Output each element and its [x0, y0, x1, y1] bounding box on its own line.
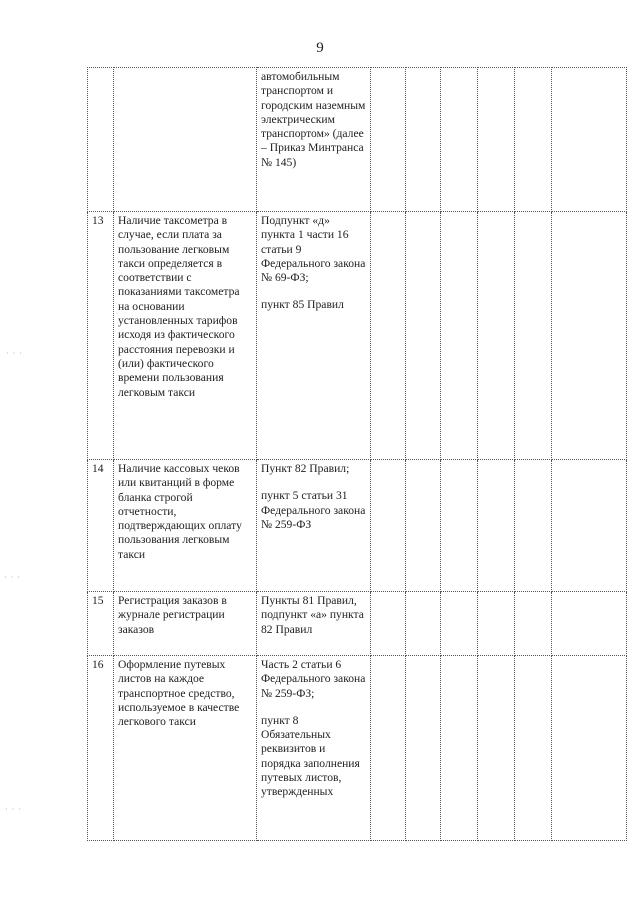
empty-cell — [478, 68, 515, 212]
table-row — [88, 592, 627, 656]
requirement-cell: Наличие таксометра в случае, если плата за пользование легковым такси определяется в соответствии с показаниями таксометра на основании установленных тарифов исходя из фактического расстояния перевозки и (или) фактического времени пользования легковым такси — [114, 212, 257, 460]
empty-cell — [515, 656, 552, 841]
empty-cell — [371, 212, 406, 460]
requirement-cell: Регистрация заказов в журнале регистрации заказов — [114, 592, 257, 656]
legal-basis-text: пункт 85 Правил — [261, 298, 344, 312]
empty-cell — [515, 212, 552, 460]
legal-basis-cell — [257, 212, 371, 460]
row-number-cell — [88, 68, 114, 212]
empty-cell — [515, 68, 552, 212]
legal-basis-text: Подпункт «д» пункта 1 части 16 статьи 9 Федерального закона № 69-ФЗ; — [261, 214, 366, 285]
empty-cell — [552, 656, 627, 841]
empty-cell — [371, 592, 406, 656]
row-number-cell: 15 — [88, 592, 114, 656]
empty-cell — [478, 656, 515, 841]
requirements-table — [87, 67, 627, 841]
empty-cell — [441, 656, 478, 841]
legal-basis-cell — [257, 68, 371, 212]
empty-cell — [406, 460, 441, 592]
requirement-cell — [114, 68, 257, 212]
legal-basis-text: Пункты 81 Правил, подпункт «а» пункта 82 Правил — [261, 594, 364, 636]
row-number-cell: 16 — [88, 656, 114, 841]
empty-cell — [441, 68, 478, 212]
empty-cell — [552, 68, 627, 212]
row-number-cell: 13 — [88, 212, 114, 460]
page-number: 9 — [316, 40, 324, 56]
table-row — [88, 460, 627, 592]
empty-cell — [371, 460, 406, 592]
requirement-cell: Оформление путевых листов на каждое транспортное средство, используемое в качестве легкового такси — [114, 656, 257, 841]
scan-speck: · · · — [4, 573, 21, 582]
legal-basis-text: пункт 5 статьи 31 Федерального закона № 259-ФЗ — [261, 489, 366, 531]
legal-basis-cell — [257, 592, 371, 656]
empty-cell — [478, 212, 515, 460]
empty-cell — [441, 212, 478, 460]
legal-basis-text: Пункт 82 Правил; — [261, 462, 350, 475]
empty-cell — [478, 460, 515, 592]
empty-cell — [406, 212, 441, 460]
requirement-cell: Наличие кассовых чеков или квитанций в форме бланка строгой отчетности, подтверждающих оплату пользования легковым такси — [114, 460, 257, 592]
empty-cell — [441, 460, 478, 592]
empty-cell — [406, 656, 441, 841]
empty-cell — [441, 592, 478, 656]
legal-basis-cell — [257, 460, 371, 592]
empty-cell — [406, 592, 441, 656]
empty-cell — [406, 68, 441, 212]
empty-cell — [371, 68, 406, 212]
empty-cell — [515, 460, 552, 592]
legal-basis-text: пункт 8 Обязательных реквизитов и порядка заполнения путевых листов, утвержденных — [261, 713, 360, 799]
legal-basis-text: Часть 2 статьи 6 Федерального закона № 259-ФЗ; — [261, 658, 366, 700]
table-row — [88, 656, 627, 841]
empty-cell — [515, 592, 552, 656]
scan-speck: · · · — [6, 349, 23, 358]
empty-cell — [552, 460, 627, 592]
table-row — [88, 68, 627, 212]
legal-basis-text: автомобильным транспортом и городским наземным электрическим транспортом» (далее – Приказ Минтранса № 145) — [261, 70, 366, 169]
empty-cell — [552, 212, 627, 460]
scan-speck: · · · — [5, 805, 22, 814]
legal-basis-cell — [257, 656, 371, 841]
table-row — [88, 212, 627, 460]
empty-cell — [371, 656, 406, 841]
row-number-cell: 14 — [88, 460, 114, 592]
empty-cell — [552, 592, 627, 656]
empty-cell — [478, 592, 515, 656]
